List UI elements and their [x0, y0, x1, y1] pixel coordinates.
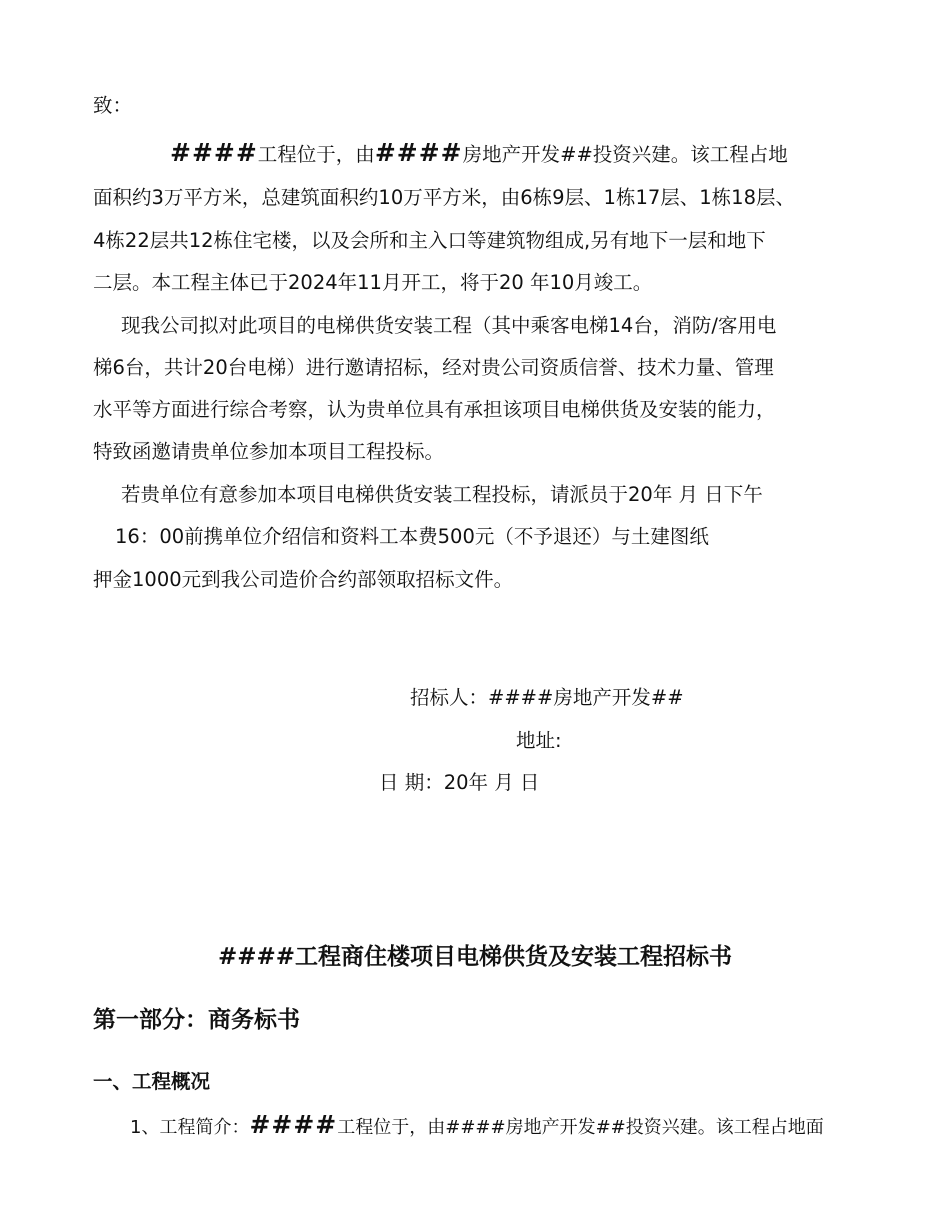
project-intro-line [130, 1110, 824, 1139]
paragraph-1-line-3: 4栋22层共12栋住宅楼，以及会所和主入口等建筑物组成,另有地下一层和地下 [93, 229, 766, 252]
intro-text: 工程位于，由####房地产开发##投资兴建。该工程占地面 [337, 1117, 824, 1138]
salutation: 致： [93, 94, 133, 117]
paragraph-2-line-3: 水平等方面进行综合考察，认为贵单位具有承担该项目电梯供货及安装的能力， [93, 398, 776, 421]
intro-prefix: 1、工程简介： [130, 1117, 250, 1138]
paragraph-1-line-2: 面积约3万平方米，总建筑面积约10万平方米，由6栋9层、1栋17层、1栋18层、 [93, 186, 795, 209]
signature-address: 地址: [516, 729, 562, 752]
signature-tenderer: 招标人：####房地产开发## [410, 686, 684, 709]
text-run: 工程位于，由 [257, 143, 375, 166]
paragraph-2-line-4: 特致函邀请贵单位参加本项目工程投标。 [93, 440, 445, 463]
section-title: 一、工程概况 [93, 1070, 211, 1093]
paragraph-2-line-2: 梯6台，共计20台电梯）进行邀请招标，经对贵公司资质信誉、技术力量、管理 [93, 356, 774, 379]
paragraph-3-line-2: 16：00前携单位介绍信和资料工本费500元（不予退还）与土建图纸 [115, 525, 709, 548]
placeholder-hash: #### [374, 138, 463, 167]
placeholder-hash: #### [170, 138, 258, 167]
document-title: ####工程商住楼项目电梯供货及安装工程招标书 [217, 944, 733, 970]
paragraph-3-line-3: 押金1000元到我公司造价合约部领取招标文件。 [93, 568, 514, 591]
paragraph-1-line-4: 二层。本工程主体已于2024年11月开工，将于20 年10月竣工。 [93, 271, 653, 294]
part-title: 第一部分：商务标书 [93, 1007, 300, 1033]
placeholder-hash: #### [249, 1110, 338, 1139]
signature-date: 日 期：20年 月 日 [379, 771, 540, 794]
paragraph-3-line-1: 若贵单位有意参加本项目电梯供货安装工程投标，请派员于20年 月 日下午 [121, 483, 763, 506]
paragraph-2-line-1: 现我公司拟对此项目的电梯供货安装工程（其中乘客电梯14台，消防/客用电 [121, 314, 777, 337]
text-run: 房地产开发##投资兴建。该工程占地 [462, 143, 788, 166]
paragraph-1-line-1 [170, 140, 788, 168]
